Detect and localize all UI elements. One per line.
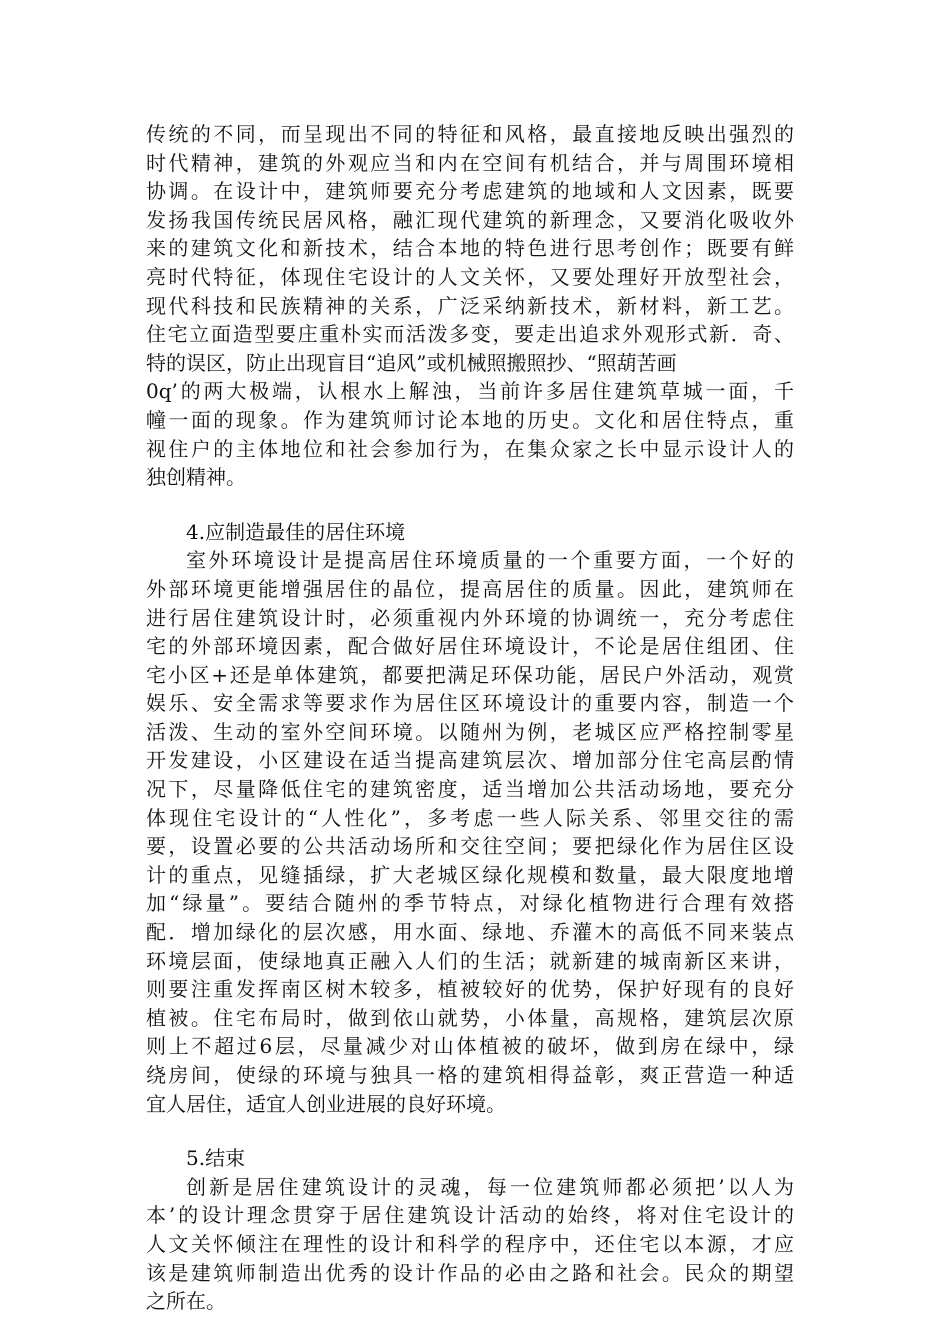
- text-line: 要，设置必要的公共活动场所和交往空间；要把绿化作为居住区设: [146, 834, 794, 859]
- text-line: 视住户的主体地位和社会参加行为，在集众家之长中显示设计人的: [146, 436, 794, 461]
- text-line: 现代科技和民族精神的关系，广泛采纳新技术，新材料，新工艺。: [146, 293, 794, 318]
- text-line: 则上不超过6层，尽量减少对山体植被的破坏，做到房在绿中，绿: [146, 1034, 794, 1059]
- section-5: [146, 1144, 794, 1316]
- document-page: [146, 120, 794, 1316]
- text-line: 独创精神。: [146, 465, 246, 490]
- text-line: 宜人居住，适宜人创业进展的良好环境。: [146, 1091, 506, 1116]
- text-line: 进行居住建筑设计时，必须重视内外环境的协调统一，充分考虑住: [146, 605, 794, 630]
- text-line: 活泼、生动的室外空间环境。以随州为例，老城区应严格控制零星: [146, 719, 794, 744]
- section-heading: 4.应制造最佳的居住环境: [186, 519, 406, 544]
- text-line: 加“绿量”。要结合随州的季节特点，对绿化植物进行合理有效搭: [146, 891, 794, 916]
- paragraph-spacer: [146, 1118, 794, 1144]
- text-line: 协调。在设计中，建筑师要充分考虑建筑的地域和人文因素，既要: [146, 179, 794, 204]
- text-line: 发扬我国传统民居风格，融汇现代建筑的新理念，又要消化吸收外: [146, 207, 794, 232]
- text-line: 该是建筑师制造出优秀的设计作品的必由之路和社会。民众的期望: [146, 1260, 794, 1285]
- text-line: 绕房间，使绿的环境与独具一格的建筑相得益彰，爽正营造一种适: [146, 1063, 794, 1087]
- text-line: 开发建设，小区建设在适当提高建筑层次、增加部分住宅高层酌情: [146, 748, 794, 773]
- text-line: 幢一面的现象。作为建筑师讨论本地的历史。文化和居住特点，重: [146, 407, 794, 432]
- text-line: 植被。住宅布局时，做到依山就势，小体量，高规格，建筑层次原: [146, 1005, 794, 1030]
- text-line: 外部环境更能增强居住的晶位，提高居住的质量。因此，建筑师在: [146, 576, 794, 601]
- text-line: 0q’的两大极端，认根水上解浊，当前许多居住建筑草城一面，千: [146, 379, 794, 404]
- text-line: 之所在。: [146, 1289, 226, 1314]
- text-line: 娱乐、安全需求等要求作为居住区环境设计的重要内容，制造一个: [146, 691, 794, 716]
- text-line: 人文关怀倾注在理性的设计和科学的程序中，还住宅以本源，才应: [146, 1231, 794, 1256]
- text-line: 配．增加绿化的层次感，用水面、绿地、乔灌木的高低不同来装点: [146, 920, 794, 945]
- section-heading: 5.结束: [186, 1146, 246, 1171]
- text-line: 室外环境设计是提高居住环境质量的一个重要方面，一个好的: [186, 548, 794, 573]
- text-line: 时代精神，建筑的外观应当和内在空间有机结合，并与周围环境相: [146, 150, 794, 175]
- text-line: 来的建筑文化和新技术，结合本地的特色进行思考创作；既要有鲜: [146, 236, 794, 261]
- text-line: 本’的设计理念贯穿于居住建筑设计活动的始终，将对住宅设计的: [146, 1203, 794, 1228]
- paragraph-spacer: [146, 492, 794, 518]
- text-line: 环境层面，使绿地真正融入人们的生活；就新建的城南新区来讲，: [146, 948, 794, 973]
- text-line: 住宅立面造型要庄重朴实而活泼多变，要走出追求外观形式新．奇、: [146, 322, 794, 347]
- paragraph-1: [146, 120, 794, 492]
- section-4: [146, 518, 794, 1118]
- text-line: 况下，尽量降低住宅的建筑密度，适当增加公共活动场地，要充分: [146, 777, 794, 802]
- text-line: 计的重点，见缝插绿，扩大老城区绿化规模和数量，最大限度地增: [146, 862, 794, 887]
- text-line: 宅的外部环境因素，配合做好居住环境设计，不论是居住组团、住: [146, 634, 794, 659]
- text-line: 亮时代特征，体现住宅设计的人文关怀，又要处理好开放型社会，: [146, 264, 794, 289]
- text-line: 特的误区，防止出现盲目“追风”或机械照搬照抄、“照葫苦画: [146, 350, 677, 375]
- text-line: 宅小区+还是单体建筑，都要把满足环保功能，居民户外活动，观赏: [146, 662, 794, 687]
- text-line: 传统的不同，而呈现出不同的特征和风格，最直接地反映出强烈的: [146, 122, 794, 146]
- text-line: 则要注重发挥南区树木较多，植被较好的优势，保护好现有的良好: [146, 977, 794, 1002]
- text-line: 创新是居住建筑设计的灵魂，每一位建筑师都必须把’以人为: [186, 1174, 794, 1199]
- text-line: 体现住宅设计的“人性化”，多考虑一些人际关系、邻里交往的需: [146, 805, 794, 830]
